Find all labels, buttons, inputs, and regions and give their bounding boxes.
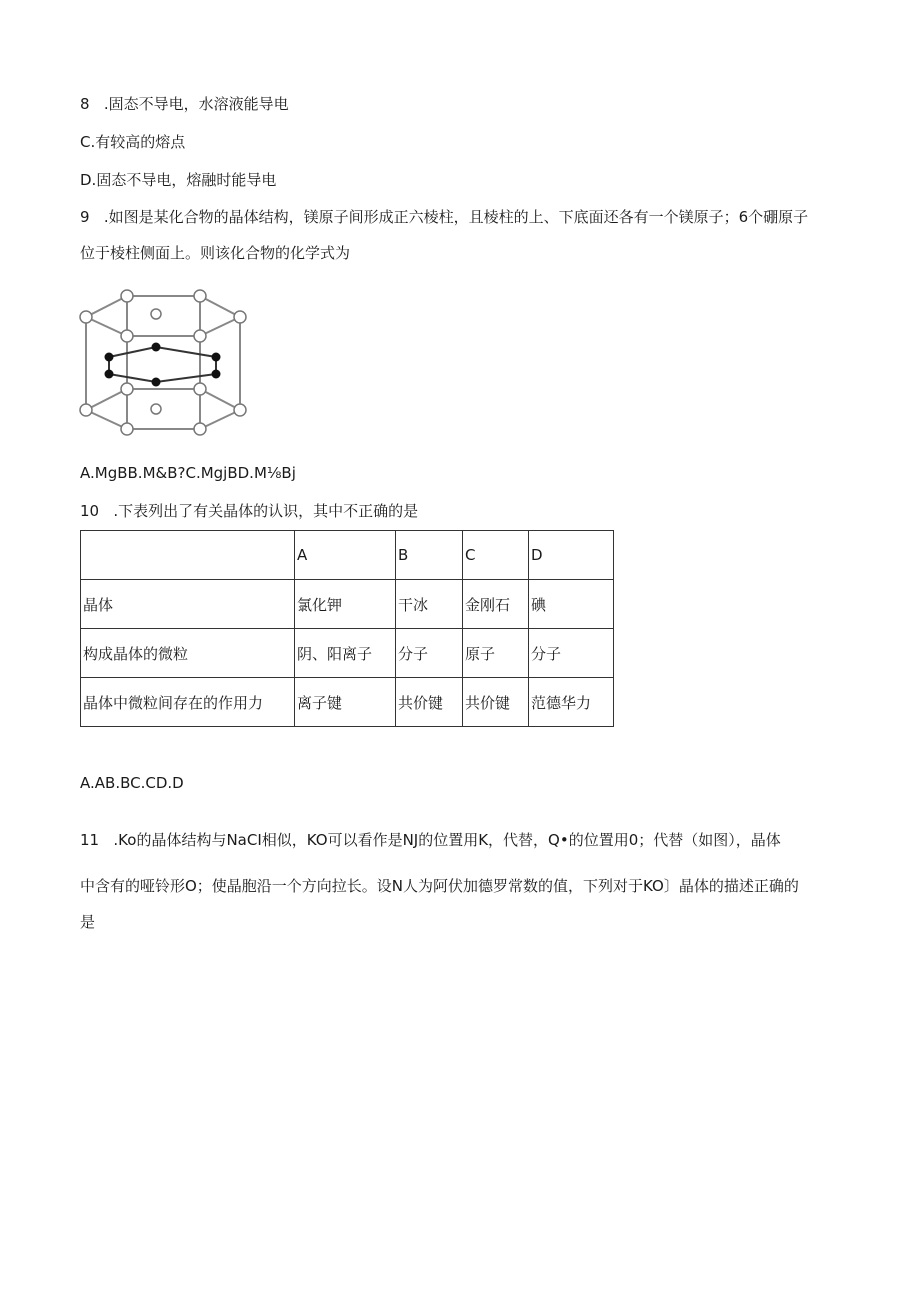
q10-options: A.AB.BC.CD.D (80, 774, 184, 792)
table-cell: 晶体 (81, 580, 295, 629)
table-cell: 氯化钾 (295, 580, 396, 629)
mg-atom (121, 330, 133, 342)
table-cell: A (295, 531, 396, 580)
q8-option-b (80, 94, 289, 114)
q11-stem-line1 (80, 830, 781, 850)
q11-stem-line2: 中含有的哑铃形O；使晶胞沿一个方向拉长。设N人为阿伏加德罗常数的值，下列对于KO〕晶体的描述正确的 (80, 877, 799, 895)
table-cell: 分子 (529, 629, 614, 678)
table-cell: 共价键 (396, 678, 463, 727)
q11-text-line1: .Ko的晶体结构与NaCI相似，KO可以看作是NJ的位置用K，代替，Q•的位置用0；代替（如图），晶体 (113, 831, 781, 849)
q10-stem (80, 501, 418, 521)
q8-option-d: D.固态不导电，熔融时能导电 (80, 171, 277, 189)
table-cell: B (396, 531, 463, 580)
table-cell: 阴、阳离子 (295, 629, 396, 678)
table-cell: 构成晶体的微粒 (81, 629, 295, 678)
table-cell: C (463, 531, 529, 580)
table-row (81, 678, 614, 727)
mg-atom (121, 383, 133, 395)
q10-number: 10 (80, 502, 100, 520)
table-cell: 范德华力 (529, 678, 614, 727)
q9-stem-line2: 位于棱柱侧面上。则该化合物的化学式为 (80, 244, 351, 262)
q11-number: 11 (80, 831, 100, 849)
b-atom (105, 353, 114, 362)
mg-atom (234, 311, 246, 323)
mg-atom (194, 423, 206, 435)
b-atom (105, 370, 114, 379)
q9-text-line1: .如图是某化合物的晶体结构，镁原子间形成正六棱柱，且棱柱的上、下底面还各有一个镁原子；6个硼原子 (103, 208, 809, 226)
table-header-row (81, 531, 614, 580)
mg-atom (121, 290, 133, 302)
magnesium-atoms (80, 290, 246, 435)
mg-atom-top-center (151, 309, 161, 319)
table-cell: 碘 (529, 580, 614, 629)
b-atom (212, 353, 221, 362)
mg-atom (80, 404, 92, 416)
q8-option-b-text: .固态不导电，水溶液能导电 (103, 95, 289, 113)
mg-atom (194, 290, 206, 302)
mg-atom (194, 330, 206, 342)
q9-stem-line1 (80, 207, 808, 227)
q8-number: 8 (80, 95, 90, 113)
table-cell: 晶体中微粒间存在的作用力 (81, 678, 295, 727)
q8-option-c: C.有较高的熔点 (80, 133, 186, 151)
q9-options: A.MgBB.M&B?C.MgjBD.M⅛Bj (80, 464, 296, 482)
b-atom (152, 343, 161, 352)
boron-atoms (105, 343, 221, 387)
table-cell: 分子 (396, 629, 463, 678)
mg-atom (194, 383, 206, 395)
table-cell: 原子 (463, 629, 529, 678)
table-cell: 离子键 (295, 678, 396, 727)
table-row (81, 580, 614, 629)
table-cell: 干冰 (396, 580, 463, 629)
mg-atom (121, 423, 133, 435)
table-cell (81, 531, 295, 580)
crystal-table (80, 530, 614, 727)
mg-atom (80, 311, 92, 323)
b-atom (212, 370, 221, 379)
table-cell: 共价键 (463, 678, 529, 727)
mg-atom-bottom-center (151, 404, 161, 414)
b-atom (152, 378, 161, 387)
table-cell: D (529, 531, 614, 580)
mg-atom (234, 404, 246, 416)
table-row (81, 629, 614, 678)
crystal-structure-figure (78, 286, 260, 438)
q11-stem-line3: 是 (80, 913, 96, 931)
q10-text: .下表列出了有关晶体的认识，其中不正确的是 (113, 502, 419, 520)
q9-number: 9 (80, 208, 90, 226)
table-cell: 金刚石 (463, 580, 529, 629)
